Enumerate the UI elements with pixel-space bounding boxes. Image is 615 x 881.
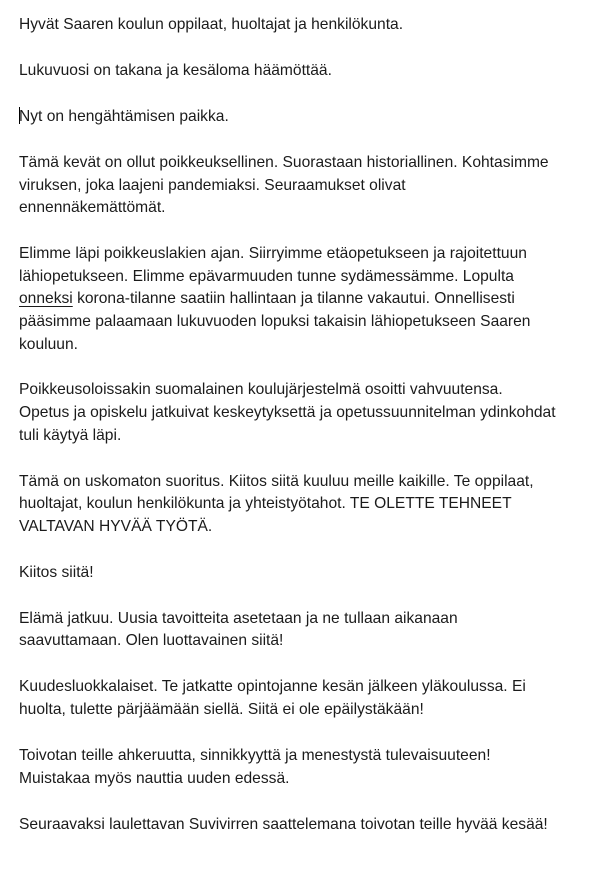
spellcheck-underlined-word[interactable]: onneksi — [19, 290, 73, 308]
paragraph-wishes — [19, 745, 609, 790]
text-line: Seuraavaksi laulettavan Suvivirren saattelemana toivotan teille hyvää kesää! — [19, 815, 548, 833]
text-line: tuli käytyä läpi. — [19, 426, 122, 444]
text-line: huoltajat, koulun henkilökunta ja yhteistyötahot. TE OLETTE TEHNEET — [19, 495, 512, 513]
text-line: ennennäkemättömät. — [19, 199, 166, 217]
document-body[interactable] — [19, 14, 609, 860]
text-line-content: Nyt on hengähtämisen paikka. — [19, 107, 229, 125]
text-line: Hyvät Saaren koulun oppilaat, huoltajat ja henkilökunta. — [19, 16, 404, 33]
text-line: Toivotan teille ahkeruutta, sinnikkyyttä ja menestystä tulevaisuuteen! — [19, 746, 491, 764]
text-line: kouluun. — [19, 335, 78, 353]
paragraph-exceptional-spring — [19, 152, 609, 220]
text-line: Tämä on uskomaton suoritus. Kiitos siitä kuuluu meille kaikille. Te oppilaat, — [19, 472, 534, 490]
paragraph-summer-hymn — [19, 814, 609, 837]
paragraph-breather — [19, 106, 609, 129]
text-line — [19, 106, 609, 129]
text-line: Tämä kevät on ollut poikkeuksellinen. Suorastaan historiallinen. Kohtasimme — [19, 153, 549, 171]
text-line: Elämä jatkuu. Uusia tavoitteita asetetaan ja ne tullaan aikanaan — [19, 609, 458, 627]
text-line — [19, 288, 609, 311]
text-line: Elimme läpi poikkeuslakien ajan. Siirryimme etäopetukseen ja rajoitettuun — [19, 245, 527, 263]
text-line: Poikkeusoloissakin suomalainen koulujärjestelmä osoitti vahvuutensa. — [19, 381, 503, 399]
text-line: pääsimme palaamaan lukuvuoden lopuksi takaisin lähiopetukseen Saaren — [19, 312, 531, 330]
text-line: Muistakaa myös nauttia uuden edessä. — [19, 769, 290, 787]
text-line: lähiopetukseen. Elimme epävarmuuden tunne sydämessämme. Lopulta — [19, 267, 514, 285]
text-line: saavuttamaan. Olen luottavainen siitä! — [19, 632, 284, 650]
text-line: Kuudesluokkalaiset. Te jatkatte opintojanne kesän jälkeen yläkoulussa. Ei — [19, 678, 526, 696]
paragraph-emergency-laws — [19, 243, 609, 356]
paragraph-school-year — [19, 60, 609, 83]
text-line: Opetus ja opiskelu jatkuivat keskeytyksettä ja opetussuunnitelman ydinkohdat — [19, 404, 556, 422]
paragraph-greeting — [19, 14, 609, 37]
text-line-content: korona-tilanne saatiin hallintaan ja tilanne vakautui. Onnellisesti — [72, 290, 515, 308]
paragraph-achievement — [19, 471, 609, 539]
paragraph-life-goes-on — [19, 608, 609, 653]
paragraph-school-system — [19, 379, 609, 447]
paragraph-thanks — [19, 562, 609, 585]
text-line: Kiitos siitä! — [19, 563, 94, 581]
text-line: VALTAVAN HYVÄÄ TYÖTÄ. — [19, 517, 213, 535]
paragraph-sixth-graders — [19, 676, 609, 721]
text-line: viruksen, joka laajeni pandemiaksi. Seuraamukset olivat — [19, 176, 406, 194]
text-line: Lukuvuosi on takana ja kesäloma häämöttää. — [19, 61, 332, 79]
text-line: huolta, tulette pärjäämään siellä. Siitä ei ole epäilystäkään! — [19, 700, 424, 718]
